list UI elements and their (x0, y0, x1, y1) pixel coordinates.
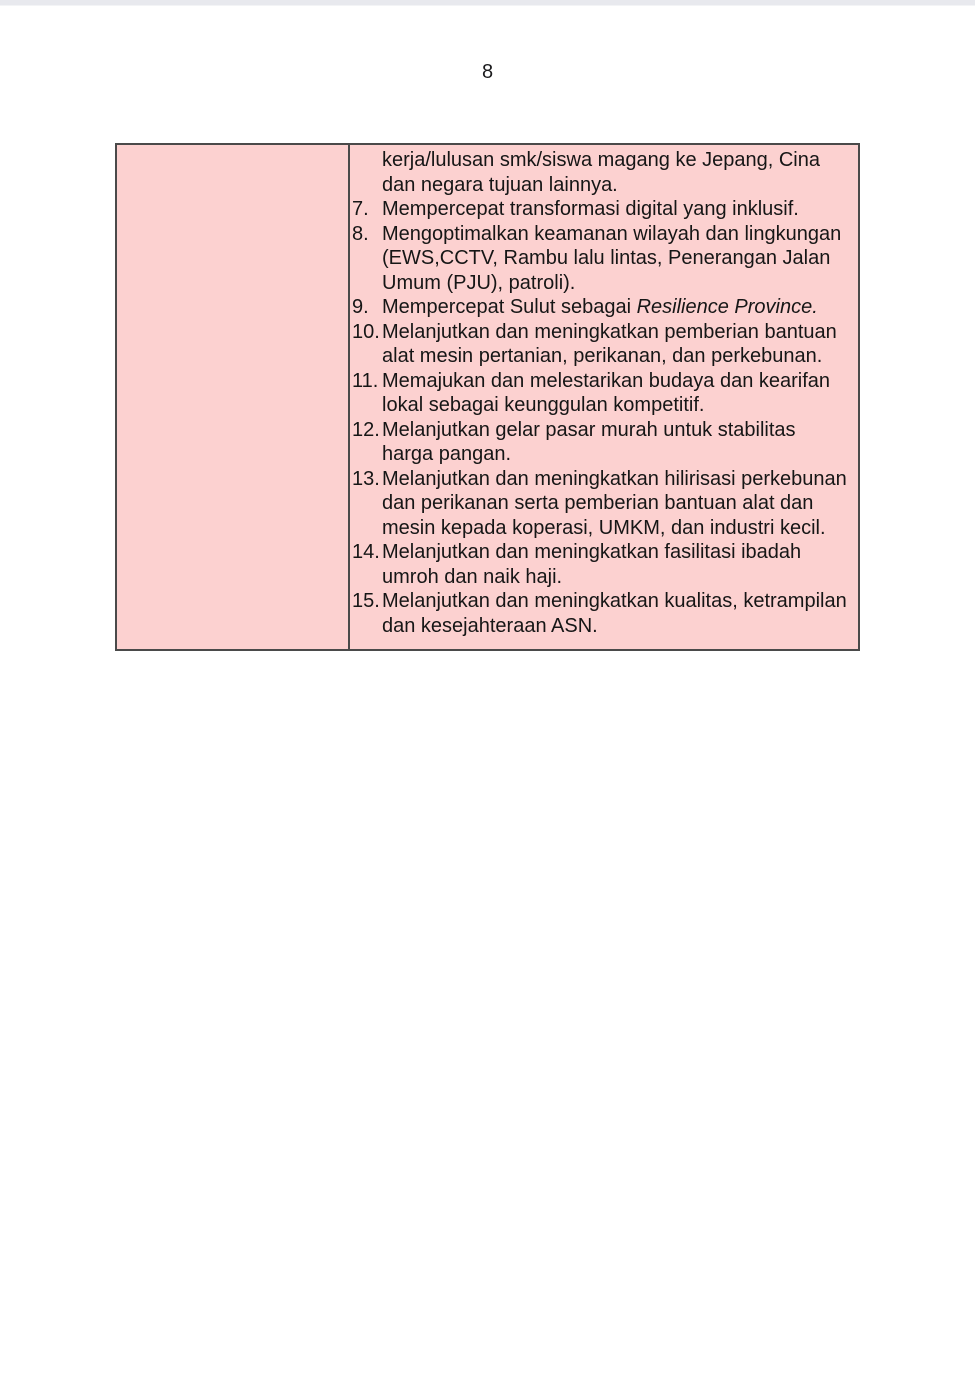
list-item (352, 222, 848, 296)
list-item-number: 15. (352, 590, 380, 612)
list-item-text: Melanjutkan dan meningkatkan pemberian bantuan alat mesin pertanian, perikanan, dan perkebunan. (382, 320, 837, 367)
list-item-text: Memajukan dan melestarikan budaya dan kearifan lokal sebagai keunggulan kompetitif. (382, 369, 831, 416)
list-item (352, 589, 848, 638)
list-item (352, 320, 848, 369)
list-item-text: Mempercepat transformasi digital yang inklusif. (382, 198, 799, 220)
table-cell-left (117, 145, 350, 649)
list-item-text: Mengoptimalkan keamanan wilayah dan lingkungan (EWS,CCTV, Rambu lalu lintas, Penerangan Jalan Umum (PJU), patroli). (382, 222, 842, 294)
numbered-list (352, 197, 850, 638)
list-item (352, 418, 848, 467)
list-item-text: Mempercepat Sulut sebagai Resilience Province. (382, 296, 818, 318)
table-cell-right (350, 145, 858, 649)
list-item-text: Melanjutkan gelar pasar murah untuk stabilitas harga pangan. (382, 418, 796, 465)
list-item-text: Melanjutkan dan meningkatkan kualitas, ketrampilan dan kesejahteraan ASN. (382, 590, 847, 637)
list-item (352, 369, 848, 418)
list-item-number: 7. (352, 198, 369, 220)
scan-edge-artifact (0, 0, 975, 6)
list-item-number: 11. (352, 369, 379, 392)
list-item-number: 14. (352, 541, 380, 563)
continuation-text: kerja/lulusan smk/siswa magang ke Jepang, Cina dan negara tujuan lainnya. (382, 149, 820, 196)
page-number: 8 (481, 61, 494, 83)
list-item-number: 9. (352, 296, 369, 318)
list-item-text: Melanjutkan dan meningkatkan fasilitasi ibadah umroh dan naik haji. (382, 541, 802, 588)
list-item-text: Melanjutkan dan meningkatkan hilirisasi perkebunan dan perikanan serta pemberian bantuan alat dan mesin kepada koperasi, UMKM, dan industri kecil. (382, 467, 847, 539)
list-item-number: 8. (352, 222, 369, 245)
list-item-number: 13. (352, 467, 380, 490)
list-item (352, 467, 848, 541)
list-item-number: 10. (352, 320, 380, 343)
list-item (352, 295, 848, 320)
list-item-number: 12. (352, 418, 380, 441)
list-item (352, 197, 848, 222)
list-item-italic-text: Resilience Province. (636, 296, 818, 318)
list-item (352, 540, 848, 589)
content-table (115, 143, 860, 651)
